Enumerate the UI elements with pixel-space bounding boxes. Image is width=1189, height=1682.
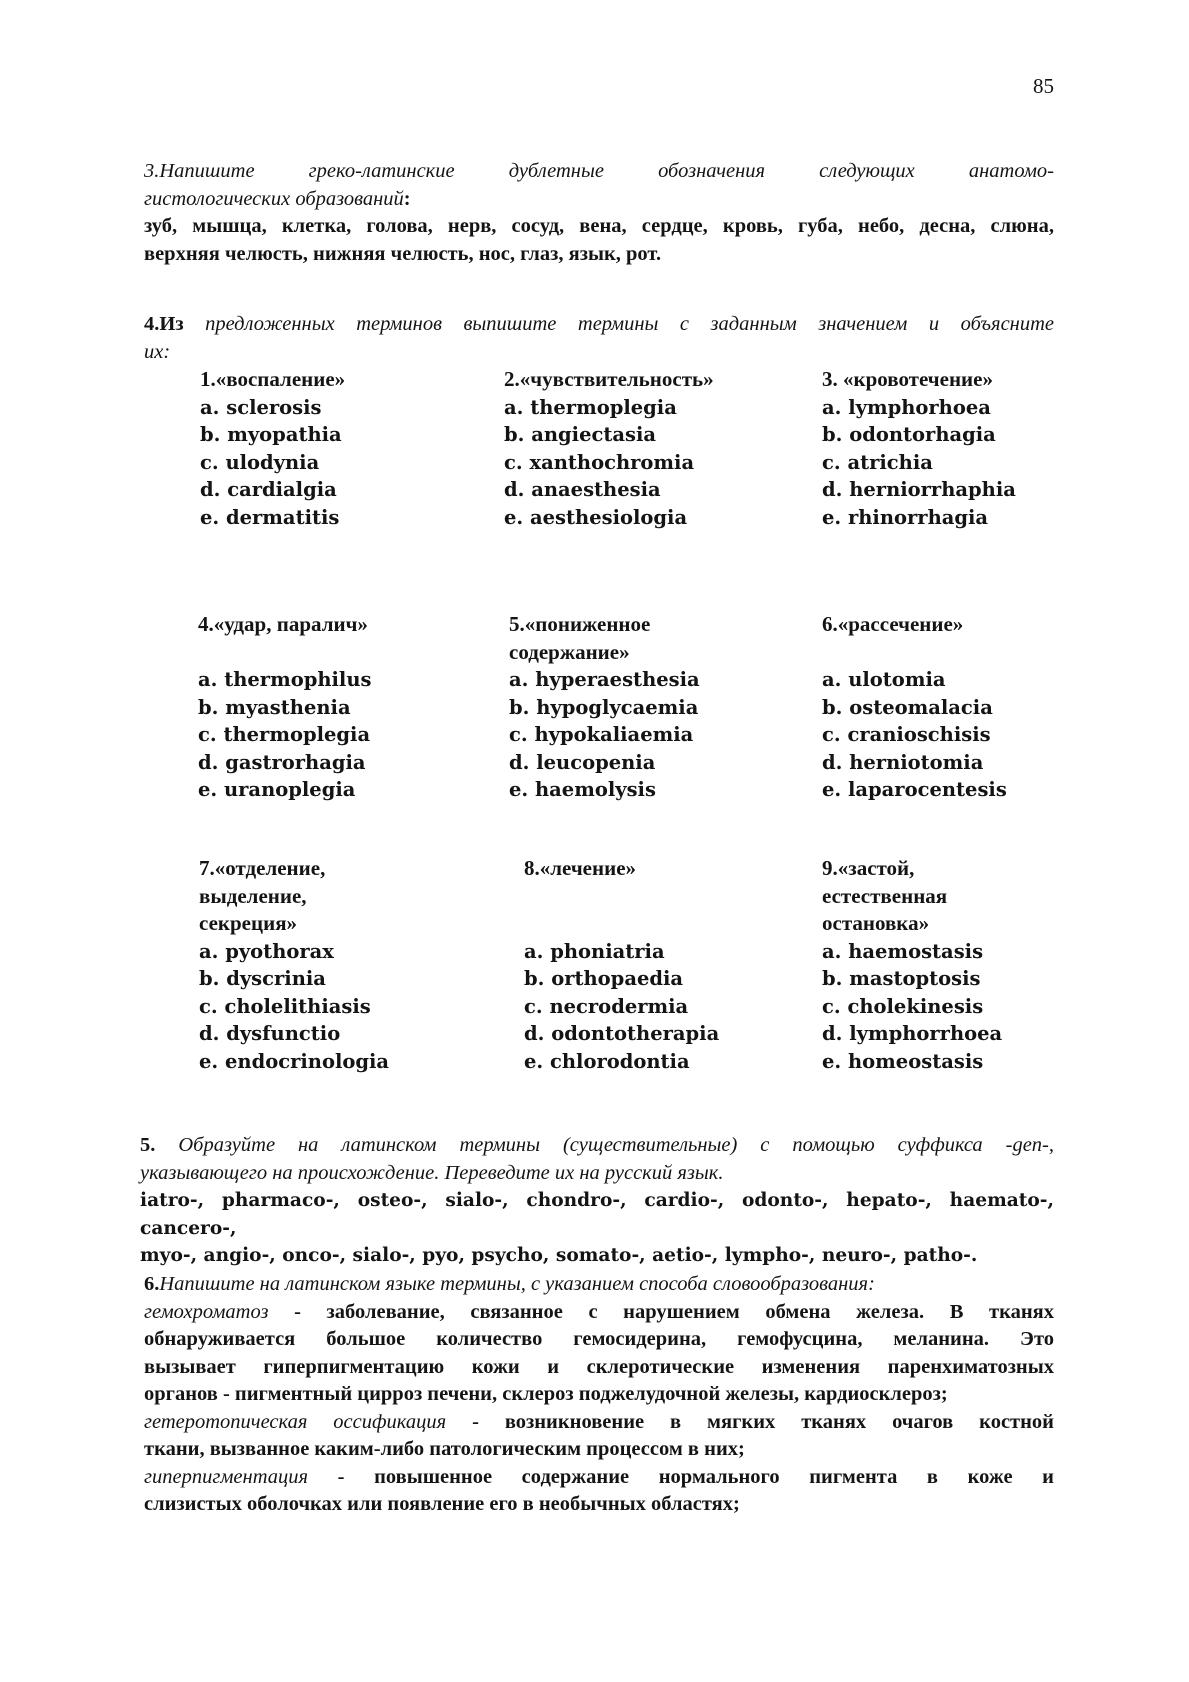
definition-line <box>144 1409 1054 1437</box>
term-option: c. cholekinesis <box>822 994 984 1018</box>
term-group-heading: выделение, <box>199 883 307 908</box>
term-option: e. aesthesiologia <box>504 505 688 529</box>
term-option: d. cardialgia <box>200 478 337 501</box>
definition-line: органов - пигментный цирроз печени, склероз поджелудочной железы, кардиосклероз; <box>144 1383 948 1405</box>
definition-line: слизистых оболочках или появление его в необычных областях; <box>144 1493 740 1515</box>
defined-term: гетеротопическая оссификация <box>144 1410 447 1433</box>
term-option: b. odontorhagia <box>822 423 996 446</box>
exercise-5-instruction-text: Образуйте на латинском термины (существительные) с помощью суффикса -gen-, <box>155 1134 1054 1156</box>
term-option: a. phoniatria <box>524 939 665 963</box>
term-option: e. chlorodontia <box>524 1049 690 1073</box>
term-group-9 <box>822 855 1002 1075</box>
term-option: a. ulotomia <box>822 668 946 691</box>
definition-line <box>144 1299 1054 1327</box>
term-group-heading: содержание» <box>509 639 630 664</box>
term-group-heading: естественная <box>822 883 948 908</box>
term-option: d. dysfunctio <box>199 1022 341 1045</box>
term-option: d. lymphorrhoea <box>822 1022 1003 1045</box>
term-option: b. hypoglycaemia <box>509 695 699 719</box>
exercise-4-instruction-line-1 <box>144 311 1054 339</box>
definition-line: вызывает гиперпигментацию кожи и склеротические изменения паренхиматозных <box>144 1355 1054 1378</box>
term-group-8 <box>524 855 719 1075</box>
exercise-3-title-line-2-wrap <box>144 186 1054 214</box>
term-option: d. leucopenia <box>509 750 656 774</box>
exercise-6-number: 6. <box>144 1273 160 1295</box>
term-option: e. homeostasis <box>822 1049 984 1073</box>
term-option: a. lymphorhoea <box>822 395 991 419</box>
exercise-5-instruction-line-2: указывающего на происхождение. Переведите их на русский язык. <box>140 1161 724 1184</box>
term-group-5 <box>509 611 700 804</box>
definition-line: обнаруживается большое количество гемосидерина, гемофусцина, меланина. Это <box>144 1328 1054 1350</box>
term-option: b. orthopaedia <box>524 967 684 990</box>
term-option: d. odontotherapia <box>524 1022 720 1045</box>
term-option: a. sclerosis <box>200 395 322 419</box>
term-group-4 <box>198 611 372 804</box>
term-option: a. haemostasis <box>822 939 984 963</box>
term-option: e. endocrinologia <box>199 1049 390 1073</box>
definition-line <box>144 1464 1054 1492</box>
term-option: d. herniotomia <box>822 750 984 774</box>
term-group-heading: 6.«рассечение» <box>822 612 964 636</box>
defined-term: гемохроматоз <box>144 1300 269 1323</box>
term-option: d. gastrorhagia <box>198 750 366 774</box>
term-option: b. angiectasia <box>504 423 657 446</box>
term-option: d. anaesthesia <box>504 478 661 501</box>
exercise-6-instruction-line <box>144 1271 1054 1299</box>
term-option: a. hyperaesthesia <box>509 668 700 691</box>
term-option: c. atrichia <box>822 450 933 474</box>
term-option: c. xanthochromia <box>504 450 695 474</box>
exercise-3-title-line-2: гистологических образований <box>144 187 404 210</box>
exercise-6 <box>144 1271 1054 1519</box>
term-group-heading: 7.«отделение, <box>199 856 326 880</box>
term-option: b. osteomalacia <box>822 695 993 719</box>
exercise-5-instruction-line-1 <box>140 1132 1054 1160</box>
exercise-4-instruction-line-2: их: <box>144 340 171 363</box>
term-option: b. mastoptosis <box>822 967 981 990</box>
page-number: 85 <box>1033 74 1054 98</box>
term-option: a. pyothorax <box>199 939 334 963</box>
term-group-heading: 3. «кровотечение» <box>822 367 993 391</box>
term-option: c. cranioschisis <box>822 723 991 746</box>
defined-term: гиперпигментация <box>144 1465 309 1488</box>
exercise-5-terms-line-1: iatro-, pharmaco-, osteo-, sialo-, chondro-, cardio-, odonto-, hepato-, haemato-, cancero-, <box>140 1190 1054 1239</box>
exercise-4-instruction <box>144 311 1054 366</box>
term-option: e. uranoplegia <box>198 778 356 801</box>
term-group-6 <box>822 611 1007 804</box>
term-option: c. cholelithiasis <box>199 994 371 1018</box>
term-group-1 <box>200 366 345 531</box>
term-option: b. myopathia <box>200 423 342 446</box>
term-option: c. necrodermia <box>524 994 689 1018</box>
definition-text: - повышенное содержание нормального пигмента в коже и <box>308 1465 1054 1488</box>
definition-line: ткани, вызванное каким-либо патологическим процессом в них; <box>144 1438 745 1460</box>
term-option: e. rhinorrhagia <box>822 505 989 529</box>
exercise-3-colon: : <box>403 187 411 210</box>
term-group-heading: 5.«пониженное <box>509 612 651 636</box>
term-option: a. thermoplegia <box>504 395 677 419</box>
term-group-heading: 9.«застой, <box>822 856 915 880</box>
term-option: e. laparocentesis <box>822 778 1007 801</box>
term-option: d. herniorrhaphia <box>822 478 1016 501</box>
term-option: e. haemolysis <box>509 778 656 801</box>
term-group-2 <box>504 366 714 531</box>
term-option: c. thermoplegia <box>198 723 371 746</box>
definition-text: - заболевание, связанное с нарушением обмена железа. В тканях <box>268 1300 1054 1323</box>
exercise-6-instruction: Напишите на латинском языке термины, с указанием способа словообразования: <box>159 1273 875 1295</box>
exercise-3-terms-line-2: верхняя челюсть, нижняя челюсть, нос, глаз, язык, рот. <box>144 242 662 265</box>
exercise-3 <box>144 158 1054 268</box>
exercise-4-instruction-text: предложенных терминов выпишите термины с заданным значением и объясните <box>183 313 1054 335</box>
term-group-heading: остановка» <box>822 911 930 935</box>
term-group-7 <box>199 855 389 1075</box>
exercise-5 <box>140 1132 1054 1270</box>
term-option: e. dermatitis <box>200 505 340 529</box>
term-group-heading: 4.«удар, паралич» <box>198 612 368 636</box>
exercise-3-terms-line-1: зуб, мышца, клетка, голова, нерв, сосуд, вена, сердце, кровь, губа, небо, десна, слюна, <box>144 215 1054 237</box>
exercise-3-title-line-1: 3.Напишите греко-латинские дублетные обозначения следующих анатомо- <box>144 160 1054 182</box>
definition-text: - возникновение в мягких тканях очагов костной <box>446 1410 1054 1433</box>
exercise-5-number: 5. <box>140 1134 156 1156</box>
term-group-heading: 8.«лечение» <box>524 856 637 880</box>
exercise-4-number: 4.Из <box>144 313 184 335</box>
exercise-5-terms-line-2: myo-, angio-, onco-, sialo-, pyo, psycho, somato-, aetio-, lympho-, neuro-, patho-. <box>140 1245 978 1266</box>
term-group-heading: секреция» <box>199 911 298 935</box>
term-option: a. thermophilus <box>198 668 372 691</box>
term-option: b. myasthenia <box>198 695 351 719</box>
term-group-heading: 1.«воспаление» <box>200 367 346 391</box>
term-option: c. hypokaliaemia <box>509 723 694 746</box>
term-option: b. dyscrinia <box>199 967 326 990</box>
term-option: c. ulodynia <box>200 450 320 474</box>
term-group-heading: 2.«чувствительность» <box>504 367 714 391</box>
term-group-3 <box>822 366 1016 531</box>
